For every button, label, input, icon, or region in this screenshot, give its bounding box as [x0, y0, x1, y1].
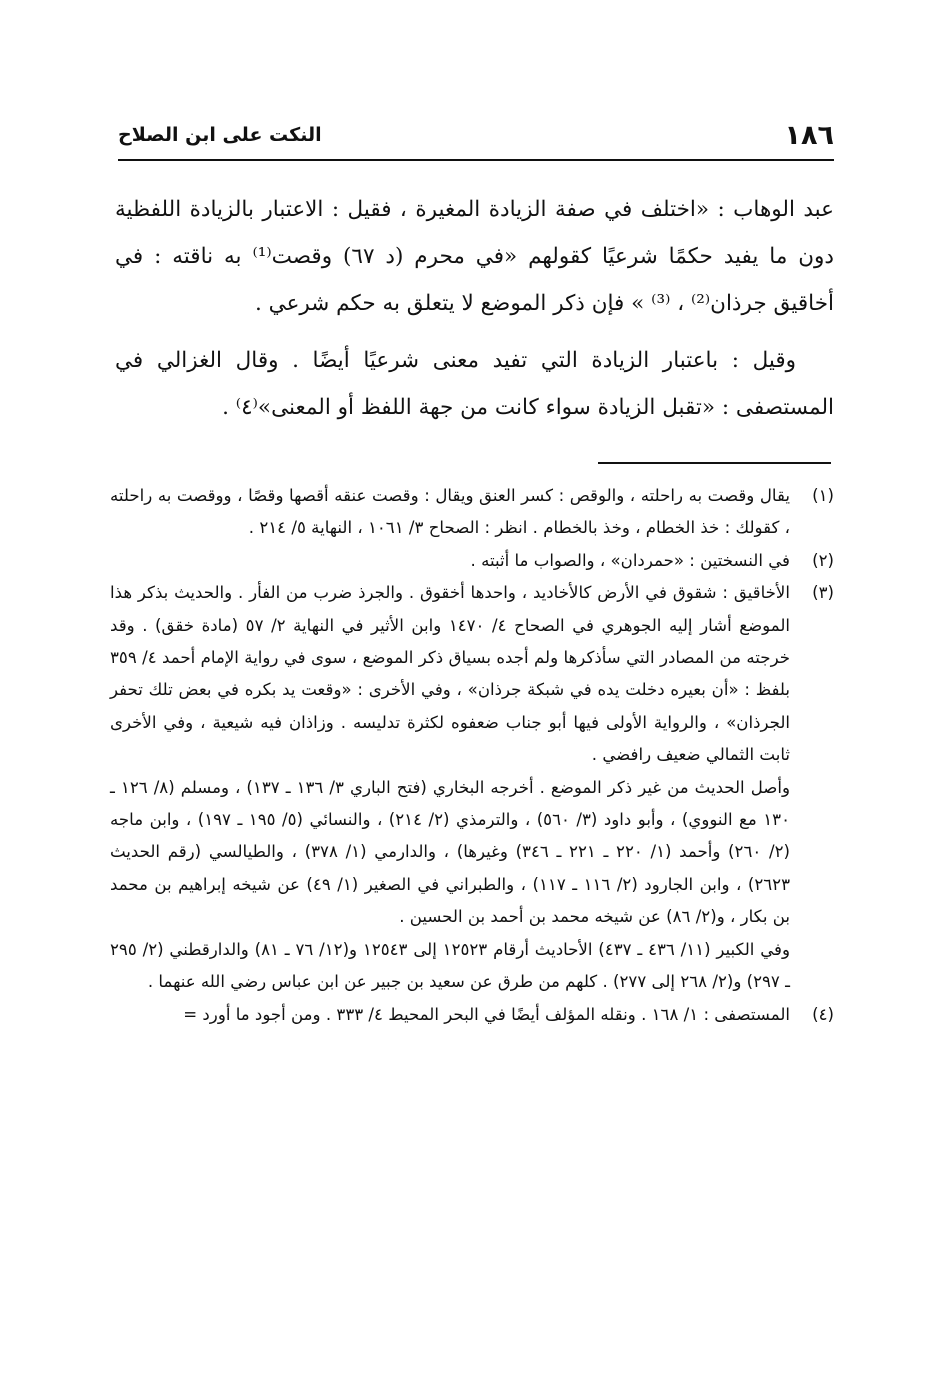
footnote-text: وفي الكبير (١١/ ٤٣٦ ـ ٤٣٧) الأحاديث أرقام ١٢٥٢٣ إلى ١٢٥٤٣ و(١٢/ ٧٦ ـ ٨١) والدارقطني (٢/ ٢٩٥ ـ ٢٩٧) و(٢/ ٢٦٨ إلى ٢٧٧) . كلهم من طرق عن سعيد بن جبير عن ابن عباس رضي الله عنهما . [110, 939, 790, 992]
footnote-4 [110, 999, 834, 1031]
footnote-text: المستصفى : ١/ ١٦٨ . ونقله المؤلف أيضًا في البحر المحيط ٤/ ٣٣٣ . ومن أجود ما أورد = [183, 1004, 790, 1024]
main-text [115, 186, 834, 431]
main-paragraph: وقيل : باعتبار الزيادة التي تفيد معنى شرعيًا أيضًا . وقال الغزالي في المستصفى : «تقبل الزيادة سواء كانت من جهة اللفظ أو المعنى»⁽٤⁾ . [115, 348, 834, 420]
footnotes [110, 480, 834, 1031]
page-header [118, 118, 834, 158]
footnote-2 [110, 545, 834, 577]
main-paragraph: عبد الوهاب : «اختلف في صفة الزيادة المغيرة ، فقيل : الاعتبار بالزيادة اللفظية دون ما يفيد حكمًا شرعيًا كقولهم «في محرم (د ٦٧) وقصت⁽¹⁾ به ناقته : في أخاقيق جرذان⁽²⁾ ، ⁽³⁾ » فإن ذكر الموضع لا يتعلق به حكم شرعي . [115, 197, 834, 316]
footnote-number: (٢) [812, 550, 834, 570]
footnote-text: وأصل الحديث من غير ذكر الموضع . أخرجه البخاري (فتح الباري ٣/ ١٣٦ ـ ١٣٧) ، ومسلم (٨/ ١٢٦ ـ ١٣٠ مع النووي) ، وأبو داود (٣/ ٥٦٠) ، والترمذي (٢/ ٢١٤) ، والنسائي (٥/ ١٩٥ ـ ١٩٧) ، وابن ماجه (٢/ ٢٦٠) وأحمد (١/ ٢٢٠ ـ ٢٢١ ـ ٣٤٦) وغيرها) ، والدارمي (١/ ٣٧٨) ، والطيالسي (رقم الحديث ٢٦٢٣) ، وابن الجارود (٢/ ١١٦ ـ ١١٧) ، والطبراني في الصغير (١/ ٤٩) عن شيخه إبراهيم بن محمد بن بكار ، و(٢/ ٨٦) عن شيخه محمد بن أحمد بن الحسين . [110, 777, 790, 927]
footnote-text: الأخاقيق : شقوق في الأرض كالأخاديد ، واحدها أخقوق . والجرذ ضرب من الفأر . والحديث بذكر هذا الموضع أشار إليه الجوهري في الصحاح ٤/ ١٤٧٠ وابن الأثير في النهاية ٢/ ٥٧ (مادة خقق) . وقد خرجته من المصادر التي سأذكرها ولم أجده بسياق ذكر الموضع ، سوى في رواية الإمام أحمد ٤/ ٣٥٩ بلفظ : «أن بعيره دخلت يده في شبكة جرذان» ، وفي الأخرى : «وقعت يد بكره في بعض تلك تحفر الجرذان» ، والرواية الأولى فيها أبو جناب ضعفوه لكثرة تدليسه . وزاذان فيه شيعية ، وفي الأخرى ثابت الثمالي ضعيف رافضي . [110, 583, 791, 765]
running-title: النكت على ابن الصلاح [118, 124, 322, 146]
footnote-number: (٣) [812, 583, 834, 603]
footnote-text: يقال وقصت به راحلته ، والوقص : كسر العنق ويقال : وقصت عنقه أقصها وقصًا ، ووقصت به راحلته ، كقولك : خذ الخطام ، وخذ بالخطام . انظر : الصحاح ٣/ ١٠٦١ ، النهاية ٥/ ٢١٤ . [110, 486, 790, 538]
footnote-number: (١) [812, 486, 834, 505]
page-number: ١٨٦ [784, 120, 834, 151]
footnote-separator [598, 462, 831, 464]
footnote-number: (٤) [812, 1004, 834, 1024]
footnote-1 [110, 480, 834, 545]
footnote-3 [110, 577, 834, 998]
header-rule [118, 159, 834, 161]
footnote-text: في النسختين : «حمردان» ، والصواب ما أثبته . [470, 550, 790, 570]
